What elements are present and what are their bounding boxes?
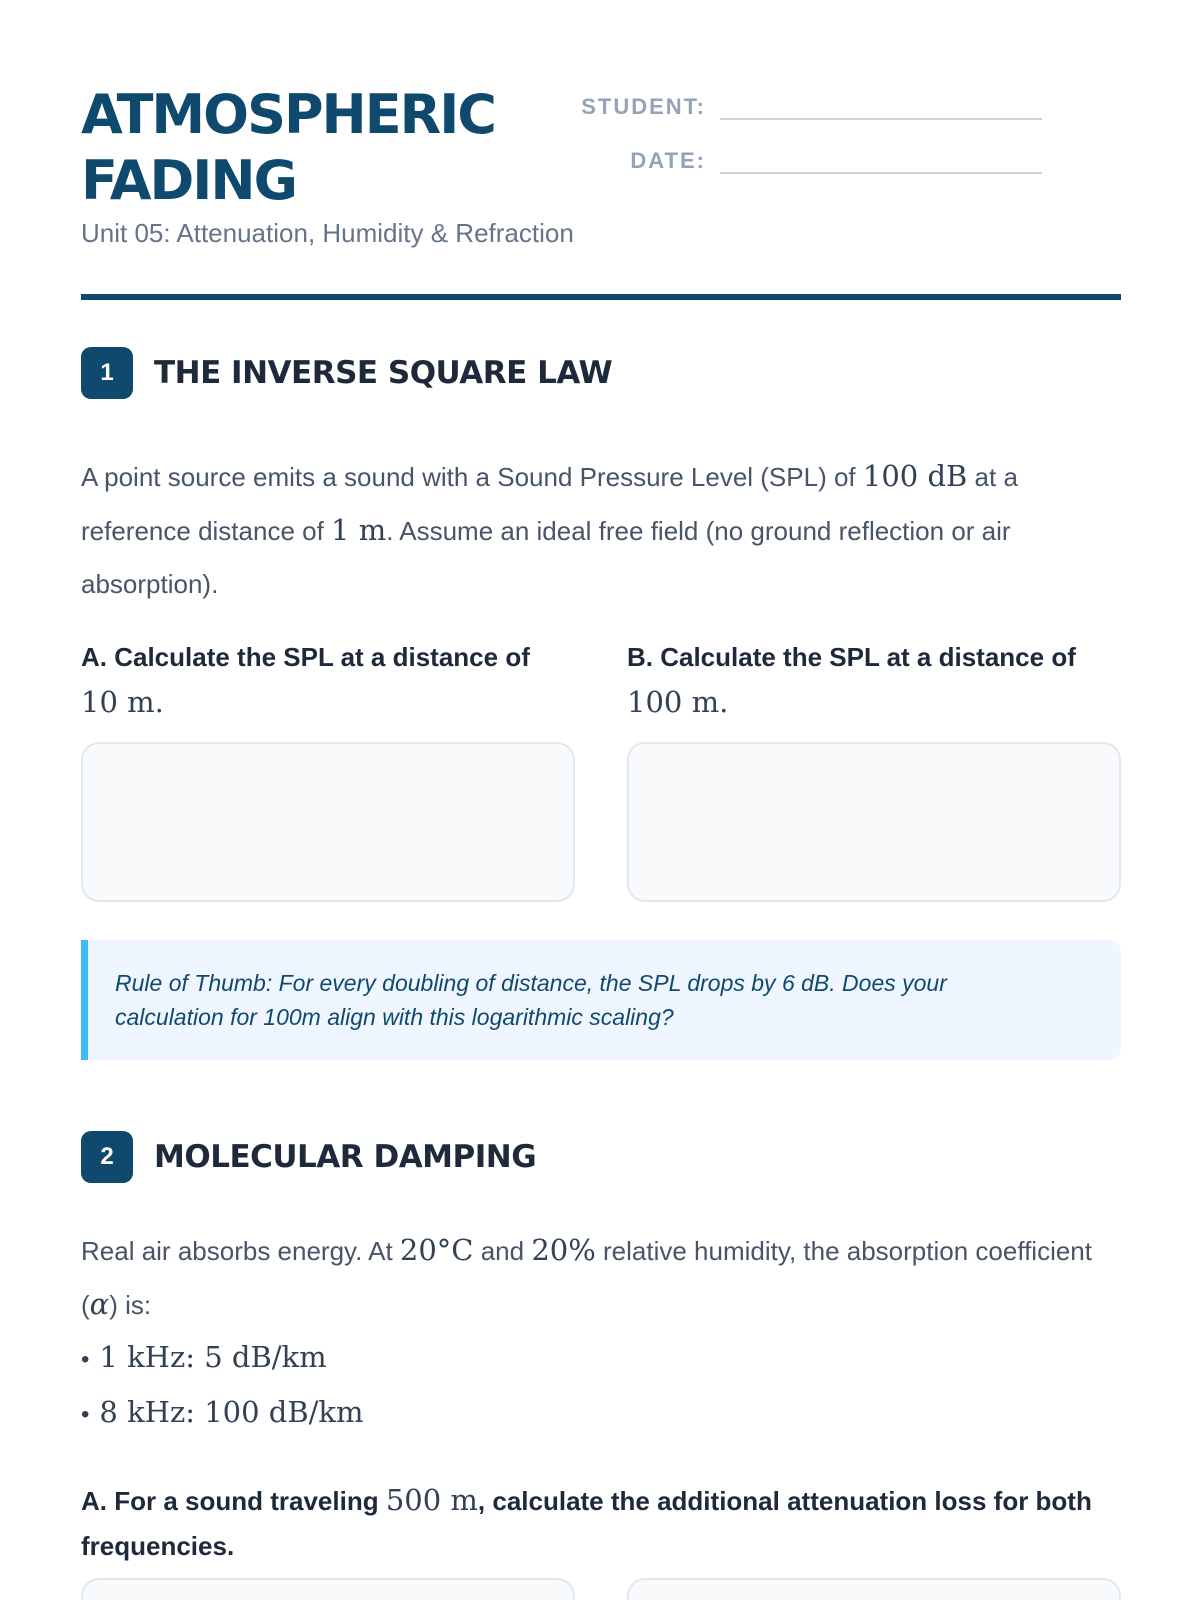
s2-intro-text-1: Real air absorbs energy. At	[81, 1236, 400, 1266]
rule-of-thumb-callout	[81, 940, 1121, 1060]
worksheet-title	[81, 82, 641, 214]
title-line-1: ATMOSPHERIC	[81, 83, 495, 146]
section-1-badge: 1	[81, 347, 133, 399]
section-2-intro	[81, 1224, 1121, 1332]
question-2a	[81, 1478, 1121, 1569]
intro-text-3: . Assume an ideal free field (no ground reflection or air absorption).	[81, 516, 1011, 599]
student-label: STUDENT:	[581, 94, 706, 119]
section-2-heading	[81, 1131, 536, 1183]
section-1-heading	[81, 347, 612, 399]
date-label: DATE:	[630, 148, 706, 173]
answer-box-2a-high[interactable]	[627, 1578, 1121, 1600]
date-field	[570, 136, 1042, 174]
intro-math-distance: 1 m	[331, 513, 387, 547]
intro-text-2: at a reference distance of	[81, 462, 1018, 546]
s2-intro-math-alpha: α	[89, 1287, 110, 1321]
list-item	[81, 1386, 364, 1441]
s2-intro-text-4: ) is:	[109, 1290, 152, 1320]
s2-intro-text-2: and	[473, 1236, 532, 1266]
s2-intro-math-temp: 20°C	[399, 1233, 474, 1267]
question-2a-text-2: , calculate the additional attenuation loss for both frequencies.	[81, 1486, 1092, 1561]
coefficient-1khz: 1 kHz: 5 dB/km	[99, 1340, 327, 1374]
worksheet-header	[81, 82, 1121, 302]
list-item	[81, 1331, 364, 1386]
section-1-title: THE INVERSE SQUARE LAW	[154, 355, 613, 391]
date-input-line[interactable]	[720, 136, 1042, 174]
answer-box-1b[interactable]	[627, 742, 1121, 902]
intro-text-1: A point source emits a sound with a Sound Pressure Level (SPL) of	[81, 462, 863, 492]
worksheet-page	[81, 0, 1121, 1600]
question-1a-math: 10 m.	[81, 685, 164, 719]
section-2-badge: 2	[81, 1131, 133, 1183]
absorption-coefficient-list	[81, 1331, 364, 1441]
question-1b	[627, 635, 1121, 725]
answer-box-2a-low[interactable]	[81, 1578, 575, 1600]
rule-of-thumb-text: Rule of Thumb: For every doubling of distance, the SPL drops by 6 dB. Does your calculation for 100m align with this logarithmic scaling?	[115, 970, 947, 1030]
coefficient-8khz: 8 kHz: 100 dB/km	[99, 1395, 364, 1429]
intro-math-spl: 100 dB	[862, 459, 968, 493]
bullet-icon: •	[81, 1401, 90, 1428]
unit-subtitle: Unit 05: Attenuation, Humidity & Refraction	[81, 218, 574, 248]
student-field	[570, 82, 1042, 120]
question-1a	[81, 635, 575, 725]
section-1-intro	[81, 450, 1121, 611]
answer-box-1a[interactable]	[81, 742, 575, 902]
s2-intro-text-3: relative humidity, the absorption coefficient (	[81, 1236, 1092, 1320]
title-line-2: FADING	[81, 149, 296, 212]
student-input-line[interactable]	[720, 82, 1042, 120]
question-2a-math: 500 m	[385, 1483, 478, 1517]
s2-intro-math-humidity: 20%	[531, 1233, 596, 1267]
question-1b-math: 100 m.	[627, 685, 729, 719]
question-1b-text: B. Calculate the SPL at a distance of	[627, 642, 1076, 672]
question-1a-text: A. Calculate the SPL at a distance of	[81, 642, 530, 672]
section-2-title: MOLECULAR DAMPING	[154, 1139, 537, 1175]
header-divider	[81, 294, 1121, 300]
question-2a-text-1: A. For a sound traveling	[81, 1486, 386, 1516]
bullet-icon: •	[81, 1346, 90, 1373]
